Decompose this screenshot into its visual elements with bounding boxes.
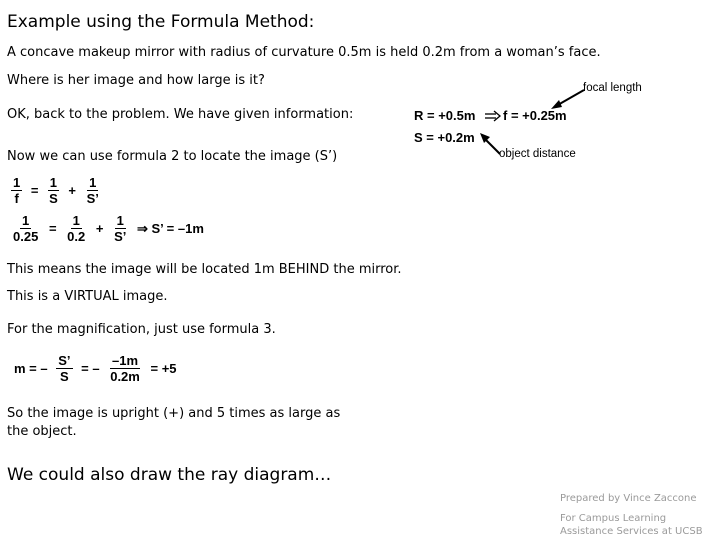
- eq2-term1: $\frac{1}{0.25}$: [13, 213, 39, 244]
- magnification-intro: For the magnification, just use formula 3.: [7, 322, 276, 337]
- eq3-term2: $\frac{-1m}{0.2m}$: [110, 353, 140, 384]
- eq1-term3: $\frac{1}{S’}$: [86, 175, 99, 206]
- page-title: Example using the Formula Method:: [7, 12, 315, 32]
- given-s: S = +0.2m: [414, 130, 475, 145]
- focal-length-label: focal length: [583, 82, 642, 94]
- eq3-result: = +5: [150, 361, 177, 376]
- given-r: R = +0.5m: [414, 108, 476, 123]
- eq2-result: ⇒ S’ = –1m: [137, 220, 204, 236]
- substituted-equation: $\frac{1}{0.25}$ = $\frac{1}{0.2}$ + $\frac{1}{S’}$ ⇒ S’ = –1m: [13, 213, 204, 244]
- implies-arrow-icon: [484, 110, 502, 122]
- magnification-equation: m = – $\frac{S’}{S}$ = – $\frac{-1m}{0.2m}$ = +5: [14, 353, 177, 384]
- thin-lens-equation: $\frac{1}{f}$ = $\frac{1}{S}$ + $\frac{1}{S’}$: [13, 175, 99, 206]
- eq1-term2: $\frac{1}{S}$: [49, 175, 58, 206]
- upright-text-line2: the object.: [7, 424, 77, 439]
- footer-org-line1: For Campus Learning: [560, 513, 667, 524]
- upright-text-line1: So the image is upright (+) and 5 times as large as: [7, 406, 341, 421]
- virtual-image-text: This is a VIRTUAL image.: [7, 289, 168, 304]
- footer-author: Prepared by Vince Zaccone: [560, 493, 697, 504]
- footer-org-line2: Assistance Services at UCSB: [560, 526, 703, 537]
- ray-diagram-heading: We could also draw the ray diagram…: [7, 465, 332, 485]
- eq2-term3: $\frac{1}{S’}$: [114, 213, 127, 244]
- eq1-term1: $\frac{1}{f}$: [13, 175, 21, 206]
- given-intro: OK, back to the problem. We have given information:: [7, 107, 354, 122]
- problem-question: Where is her image and how large is it?: [7, 73, 265, 88]
- problem-statement: A concave makeup mirror with radius of curvature 0.5m is held 0.2m from a woman’s face.: [7, 45, 601, 60]
- eq3-term1: $\frac{S’}{S}$: [58, 353, 71, 384]
- object-distance-label: object distance: [499, 148, 576, 160]
- eq2-term2: $\frac{1}{0.2}$: [67, 213, 86, 244]
- given-f: f = +0.25m: [503, 108, 567, 123]
- formula-intro: Now we can use formula 2 to locate the image (S’): [7, 149, 338, 164]
- image-location-text: This means the image will be located 1m BEHIND the mirror.: [7, 262, 402, 277]
